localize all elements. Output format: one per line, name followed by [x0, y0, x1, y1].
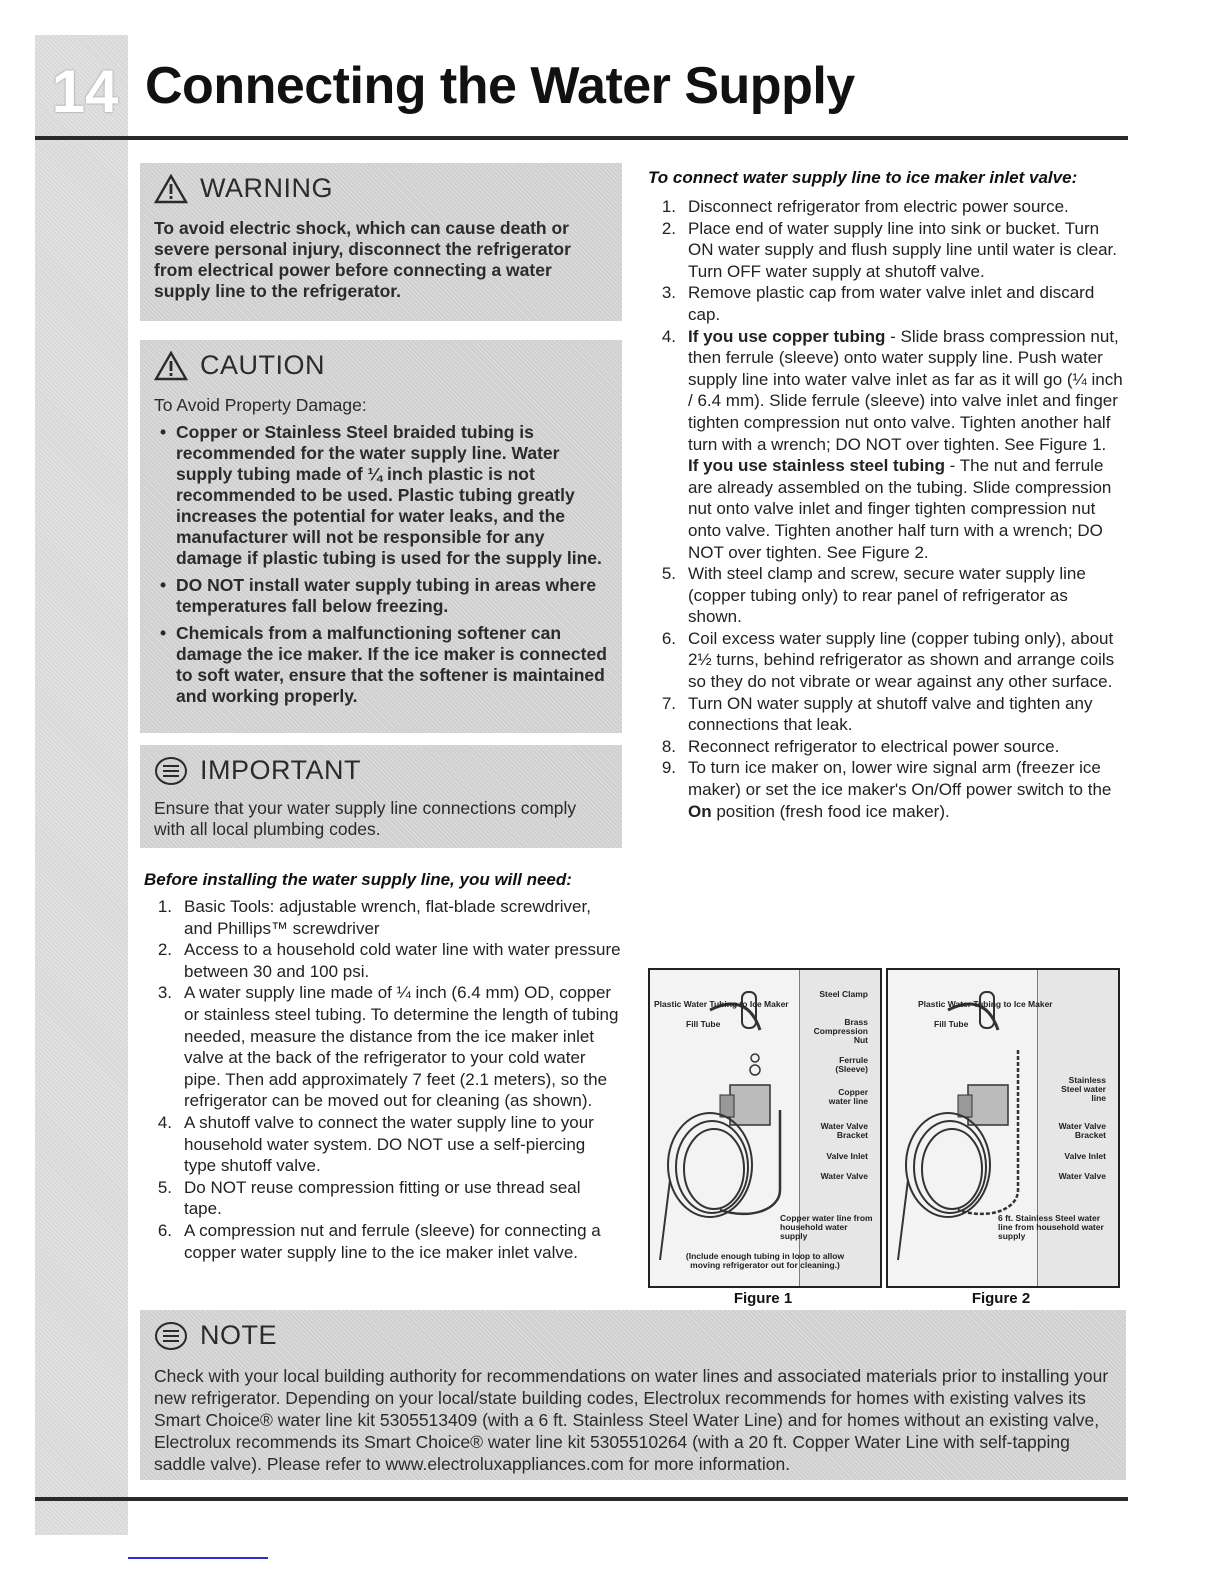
note-text: Check with your local building authority for recommendations on water lines and associated materials prior to installing your new refrigerator. Depending on your local/state building codes, Electrolux recommends for homes with existing valves its Smart Choice® water line kit 5305513409 (with a 6 ft. Stainless Steel Water Line) and for homes without an existing valve, Electrolux recommends its Smart Choice® water line kit 5305510264 (with a 20 ft. Copper Water Line with self-tapping saddle valve). Please refer to www.electroluxappliances.com for more information. — [154, 1366, 1109, 1474]
note-box — [140, 1310, 1126, 1480]
callout-plastic: Plastic Water Tubing to Ice Maker — [654, 999, 789, 1009]
callout-stainless: Stainless Steel water line — [1061, 1075, 1106, 1103]
before-list — [144, 896, 622, 1263]
list-item — [654, 196, 1126, 218]
important-text: Ensure that your water supply line connections comply with all local plumbing codes. — [154, 798, 577, 839]
before-heading: Before installing the water supply line, you will need: — [144, 870, 572, 889]
item-text: Basic Tools: adjustable wrench, flat-blade screwdriver, and Phillips™ screwdriver — [184, 897, 591, 938]
connect-heading: To connect water supply line to ice maker inlet valve: — [648, 168, 1078, 187]
item-text: position (fresh food ice maker). — [711, 801, 950, 821]
item-text: Do NOT reuse compression fitting or use thread seal tape. — [184, 1177, 581, 1219]
caution-box — [140, 340, 622, 733]
list-item — [654, 326, 1126, 564]
callout-fill-tube: Fill Tube — [934, 1019, 969, 1029]
list-item — [654, 693, 1126, 736]
note-icon — [154, 756, 188, 786]
stainless-heading: If you use stainless steel tubing — [688, 456, 945, 476]
item-number: 1. — [157, 897, 172, 916]
list-item — [654, 218, 1126, 283]
caution-list — [154, 422, 608, 707]
connect-list — [648, 196, 1126, 822]
item-text: Reconnect refrigerator to electrical power source. — [688, 736, 1060, 756]
caution-title: CAUTION — [200, 350, 325, 380]
item-text: Remove plastic cap from water valve inlet and discard cap. — [688, 283, 1095, 324]
important-header — [154, 755, 608, 786]
callout-bracket: Water Valve Bracket — [1058, 1121, 1106, 1140]
caution-bullet: • Copper or Stainless Steel braided tubing is recommended for the water supply line. Water supply tubing made of ¼ inch plastic is not recommended to be used. Plastic tubing greatly increases the potential for water leaks, and the manufacturer will not be responsible for any damage if plastic tubing is used for the supply line. — [154, 422, 608, 569]
callout-supply: 6 ft. Stainless Steel water line from household water supply — [998, 1213, 1104, 1241]
callout-nut: Brass Compression Nut — [813, 1017, 868, 1045]
callout-fill-tube: Fill Tube — [686, 1019, 721, 1029]
item-number: 7. — [661, 693, 676, 713]
item-number: 2. — [157, 940, 172, 960]
caution-triangle-icon — [154, 351, 188, 381]
list-item — [654, 282, 1126, 325]
footer-rule — [35, 1497, 1128, 1501]
list-item — [150, 1177, 622, 1220]
figure-1-caption: Figure 1 — [733, 1290, 793, 1307]
caution-header — [154, 350, 608, 381]
caution-bullet: • DO NOT install water supply tubing in areas where temperatures fall below freezing. — [154, 575, 608, 617]
page-number: 14 — [51, 58, 119, 125]
warning-header — [154, 173, 608, 204]
item-text: To turn ice maker on, lower wire signal arm (freezer ice maker) or set the ice maker's On/Off power switch to the — [688, 758, 1112, 800]
callout-copper: Copper water line — [828, 1087, 868, 1106]
item-number: 9. — [661, 758, 676, 778]
item-text: - Slide brass compression nut, then ferrule (sleeve) onto water supply line. Push water supply line into water valve inlet as far as it will go (¼ inch / 6.4 mm). Slide ferrule (sleeve) into valve inlet and finger tighten compression nut onto valve. Tighten another half turn with a wrench; DO NOT over tighten. See Figure 1. — [688, 326, 1123, 454]
list-item — [654, 757, 1126, 822]
list-item — [654, 736, 1126, 758]
callout-valve: Water Valve — [820, 1171, 868, 1181]
list-item — [150, 982, 622, 1112]
item-text: A compression nut and ferrule (sleeve) for connecting a copper water supply line to the ice maker inlet valve. — [184, 1220, 601, 1262]
before-section — [144, 870, 622, 1263]
item-number: 5. — [157, 1177, 172, 1197]
callout-ferrule: Ferrule (Sleeve) — [835, 1055, 868, 1074]
warning-text: To avoid electric shock, which can cause death or severe personal injury, disconnect the refrigerator from electrical power before connecting a water supply line to the refrigerator. — [154, 218, 571, 301]
important-title: IMPORTANT — [200, 755, 362, 785]
callout-plastic: Plastic Water Tubing to Ice Maker — [918, 999, 1053, 1009]
note-icon — [154, 1321, 188, 1351]
callout-clamp: Steel Clamp — [819, 989, 868, 999]
caution-bullet: • Chemicals from a malfunctioning softener can damage the ice maker. If the ice maker is connected to soft water, ensure that the softener is maintained and working properly. — [154, 623, 608, 707]
item-number: 1. — [661, 197, 676, 216]
item-text: A shutoff valve to connect the water supply line to your household water system. DO NOT use a self-piercing type shutoff valve. — [184, 1112, 594, 1176]
item-number: 8. — [661, 736, 676, 756]
item-text: Turn ON water supply at shutoff valve and tighten any connections that leak. — [688, 693, 1093, 735]
callout-bracket: Water Valve Bracket — [820, 1121, 868, 1140]
list-item — [150, 896, 622, 939]
item-number: 3. — [157, 983, 172, 1003]
callout-loop: (Include enough tubing in loop to allow moving refrigerator out for cleaning.) — [685, 1251, 845, 1270]
item-text: - The nut and ferrule are already assembled on the tubing. Slide compression nut onto valve inlet and finger tighten compression nut onto valve. Tighten another half turn with a wrench; DO NOT over tighten. See Figure 2. — [688, 456, 1112, 562]
warning-box — [140, 163, 622, 321]
header-rule — [35, 136, 1128, 140]
callout-inlet: Valve Inlet — [1064, 1151, 1106, 1161]
caution-lead: To Avoid Property Damage: — [154, 395, 367, 415]
callout-inlet: Valve Inlet — [826, 1151, 868, 1161]
callout-supply: Copper water line from household water supply — [780, 1213, 873, 1241]
on-label: On — [688, 801, 712, 821]
note-header — [154, 1320, 1112, 1351]
item-number: 6. — [661, 628, 676, 648]
connect-section — [648, 168, 1126, 822]
item-number: 5. — [661, 564, 676, 584]
item-text: With steel clamp and screw, secure water supply line (copper tubing only) to rear panel of refrigerator as shown. — [688, 564, 1086, 627]
item-text: Access to a household cold water line with water pressure between 30 and 100 psi. — [184, 940, 621, 981]
page-title: Connecting the Water Supply — [145, 57, 855, 115]
important-box — [140, 745, 622, 848]
figure-2-caption: Figure 2 — [971, 1290, 1031, 1307]
item-number: 6. — [157, 1220, 172, 1240]
list-item — [654, 563, 1126, 628]
warning-title: WARNING — [200, 173, 333, 203]
list-item — [150, 939, 622, 982]
item-text: A water supply line made of ¼ inch (6.4 mm) OD, copper or stainless steel tubing. To determine the length of tubing needed, measure the distance from the ice maker inlet valve at the back of the refrigerator to your cold water pipe. Then add approximately 7 feet (2.1 meters), so the refrigerator can be moved out for cleaning (as shown). — [184, 983, 619, 1111]
note-title: NOTE — [200, 1320, 278, 1350]
callout-valve: Water Valve — [1058, 1171, 1106, 1181]
side-stripe — [35, 35, 128, 1535]
copper-heading: If you use copper tubing — [688, 326, 886, 346]
link-underline — [128, 1557, 268, 1559]
item-number: 3. — [661, 283, 676, 303]
item-number: 4. — [661, 326, 676, 346]
list-item — [150, 1112, 622, 1177]
figure-2 — [886, 968, 1120, 1288]
list-item — [654, 628, 1126, 693]
item-number: 2. — [661, 218, 676, 238]
item-text: Place end of water supply line into sink or bucket. Turn ON water supply and flush supply line until water is clear. Turn OFF water supply at shutoff valve. — [688, 218, 1117, 281]
item-number: 4. — [157, 1112, 172, 1132]
figure-1 — [648, 968, 882, 1288]
item-text: Coil excess water supply line (copper tubing only), about 2½ turns, behind refrigerator as shown and arrange coils so they do not vibrate or wear against any other surface. — [688, 628, 1115, 692]
item-text: Disconnect refrigerator from electric power source. — [688, 197, 1069, 216]
list-item — [150, 1220, 622, 1263]
warning-triangle-icon — [154, 174, 188, 204]
